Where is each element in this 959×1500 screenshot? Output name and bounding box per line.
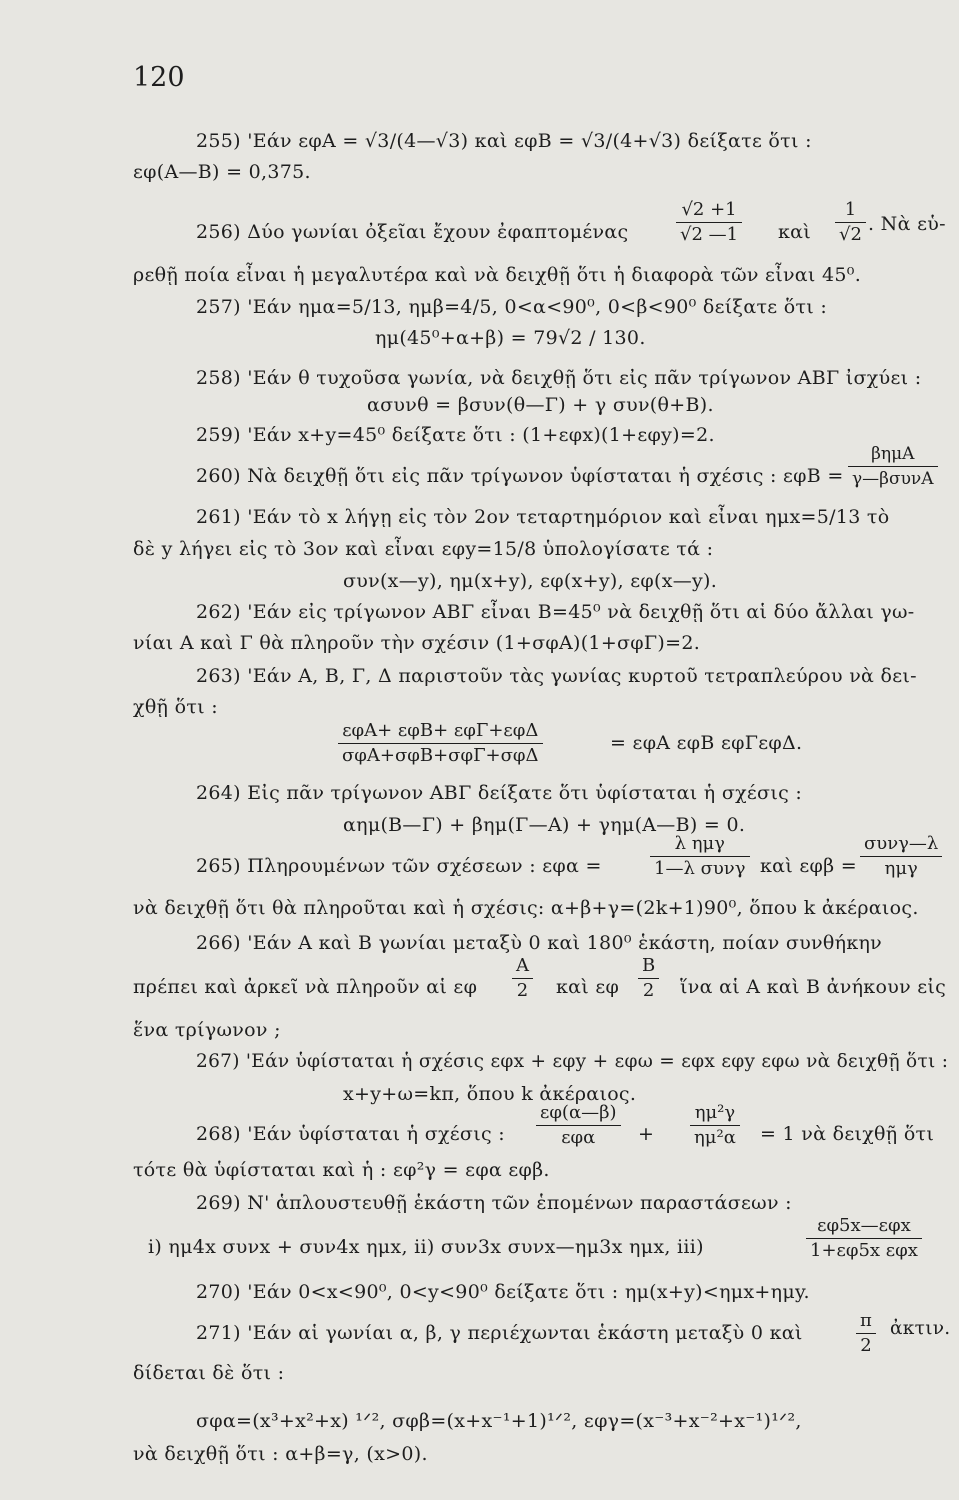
page-number: 120 [133,62,185,93]
problem-260-line-1: 260) Νὰ δειχθῇ ὅτι εἰς πᾶν τρίγωνον ὑφίσταται ἡ σχέσις : εφB = [196,465,844,487]
problem-264-line-1: 264) Εἰς πᾶν τρίγωνον ΑΒΓ δείξατε ὅτι ὑφίσταται ἡ σχέσις : [196,782,803,804]
problem-271-fraction [856,1310,876,1357]
fraction-numerator: εφΑ+ εφΒ+ εφΓ+εφΔ [338,720,543,744]
fraction-numerator: π [856,1310,876,1334]
fraction-numerator: εφ(α—β) [536,1102,621,1126]
problem-268-plus: + [638,1123,655,1145]
problem-256-fraction-2 [835,199,866,246]
problem-266-line-3: ἕνα τρίγωνον ; [133,1019,281,1041]
problem-256-and: καὶ [778,221,812,243]
problem-265-fraction-1 [650,833,750,880]
problem-266-line-2: πρέπει καὶ ἀρκεῖ νὰ πληροῦν αἱ εφ [133,976,478,998]
fraction-denominator: 1+εφ5x εφx [810,1240,918,1261]
problem-263-rhs: = εφΑ εφΒ εφΓεφΔ. [610,732,803,754]
problem-266-fraction-b [638,955,659,1002]
problem-260-fraction [848,443,938,490]
fraction-denominator: 2 [642,980,655,1001]
problem-268-rhs: = 1 νὰ δειχθῇ ὅτι [760,1123,935,1145]
fraction-numerator: βημΑ [848,443,938,467]
problem-268-line-1: 268) 'Εάν ὑφίσταται ἡ σχέσις : [196,1123,505,1145]
problem-255-line-2: εφ(A—B) = 0,375. [133,161,311,183]
fraction-denominator: √2 —1 [680,224,739,245]
problem-271-line-1: 271) 'Εάν αἱ γωνίαι α, β, γ περιέχωνται ἑκάστη μεταξὺ 0 καὶ [196,1322,803,1344]
problem-263-line-1: 263) 'Εάν Α, Β, Γ, Δ παριστοῦν τὰς γωνίας κυρτοῦ τετραπλεύρου νὰ δει- [196,665,917,687]
fraction-denominator: ημγ [884,858,918,879]
problem-269-line-2: i) ημ4x συνx + συν4x ημx, ii) συν3x συνx—ημ3x ημx, iii) [148,1236,704,1258]
problem-269-fraction [806,1215,922,1262]
problem-256-line-1: 256) Δύο γωνίαι ὀξεῖαι ἔχουν ἐφαπτομένας [196,221,629,243]
problem-261-line-2: δὲ y λήγει εἰς τὸ 3ον καὶ εἶναι εφy=15/8 ὑπολογίσατε τά : [133,538,714,560]
problem-271-line-3: σφα=(x³+x²+x) ¹ᐟ², σφβ=(x+x⁻¹+1)¹ᐟ², εφγ=(x⁻³+x⁻²+x⁻¹)¹ᐟ², [196,1410,802,1432]
fraction-numerator: συνγ—λ [860,833,942,857]
problem-265-line-2: νὰ δειχθῇ ὅτι θὰ πληροῦται καὶ ἡ σχέσις: α+β+γ=(2k+1)90⁰, ὅπου k ἀκέραιος. [133,897,919,919]
problem-256-line-2: ρεθῇ ποία εἶναι ἡ μεγαλυτέρα καὶ νὰ δειχθῇ ὅτι ἡ διαφορὰ τῶν εἶναι 45⁰. [133,264,862,286]
problem-259-line-1: 259) 'Εάν x+y=45⁰ δείξατε ὅτι : (1+εφx)(1+εφy)=2. [196,424,715,446]
fraction-numerator: ημ²γ [690,1102,740,1126]
problem-266-and: καὶ εφ [556,976,620,998]
problem-269-line-1: 269) Ν' ἁπλουστευθῇ ἑκάστη τῶν ἑπομένων παραστάσεων : [196,1192,792,1214]
problem-268-line-2: τότε θὰ ὑφίσταται καὶ ἡ : εφ²γ = εφα εφβ. [133,1159,550,1181]
problem-257-line-2: ημ(45⁰+α+β) = 79√2 / 130. [375,327,646,349]
fraction-numerator: B [638,955,659,979]
fraction-numerator: 1 [835,199,866,223]
problem-256-tail: . Νὰ εὑ- [868,213,946,235]
problem-258-line-1: 258) 'Εάν θ τυχοῦσα γωνία, νὰ δειχθῇ ὅτι εἰς πᾶν τρίγωνον ΑΒΓ ἰσχύει : [196,367,922,389]
problem-261-line-3: συν(x—y), ημ(x+y), εφ(x+y), εφ(x—y). [343,570,718,592]
fraction-denominator: 2 [860,1335,872,1356]
problem-266-line-2-tail: ἵνα αἱ Α καὶ Β ἀνήκουν εἰς [680,976,947,998]
problem-262-line-2: νίαι Α καὶ Γ θὰ πληροῦν τὴν σχέσιν (1+σφΑ)(1+σφΓ)=2. [133,632,701,654]
fraction-denominator: ημ²α [694,1127,736,1148]
problem-265-and: καὶ εφβ = [760,855,857,877]
problem-267-line-1: 267) 'Εάν ὑφίσταται ἡ σχέσις εφx + εφy + εφω = εφx εφy εφω νὰ δειχθῇ ὅτι : [196,1051,949,1072]
problem-264-line-2: αημ(Β—Γ) + βημ(Γ—Α) + γημ(Α—Β) = 0. [343,814,746,836]
problem-256-fraction-1 [676,199,742,246]
fraction-numerator: A [512,955,533,979]
problem-266-fraction-a [512,955,533,1002]
problem-257-line-1: 257) 'Εάν ημα=5/13, ημβ=4/5, 0<α<90⁰, 0<β<90⁰ δείξατε ὅτι : [196,296,828,318]
problem-258-line-2: ασυνθ = βσυν(θ—Γ) + γ συν(θ+Β). [367,394,714,416]
problem-263-line-2: χθῇ ὅτι : [133,696,218,718]
fraction-denominator: √2 [839,224,862,245]
problem-268-fraction-2 [690,1102,740,1149]
fraction-numerator: λ ημγ [650,833,750,857]
fraction-denominator: 2 [516,980,529,1001]
fraction-numerator: √2 +1 [676,199,742,223]
problem-267-line-2: x+y+ω=kπ, ὅπου k ἀκέραιος. [343,1083,637,1105]
problem-265-line-1: 265) Πληρουμένων τῶν σχέσεων : εφα = [196,855,602,877]
problem-265-fraction-2 [860,833,942,880]
problem-270-line-1: 270) 'Εάν 0<x<90⁰, 0<y<90⁰ δείξατε ὅτι : ημ(x+y)<ημx+ημy. [196,1281,810,1303]
fraction-denominator: γ—βσυνΑ [852,469,934,489]
problem-261-line-1: 261) 'Εάν τὸ x λήγῃ εἰς τὸν 2ον τεταρτημόριον καὶ εἶναι ημx=5/13 τὸ [196,506,890,528]
problem-271-tail: ἀκτιν. [890,1318,951,1339]
fraction-denominator: 1—λ συνγ [654,858,746,879]
problem-266-line-1: 266) 'Εάν Α καὶ Β γωνίαι μεταξὺ 0 καὶ 180⁰ ἑκάστη, ποίαν συνθήκην [196,932,883,954]
problem-271-line-2: δίδεται δὲ ὅτι : [133,1362,285,1384]
fraction-numerator: εφ5x—εφx [806,1215,922,1239]
fraction-denominator: εφα [561,1127,596,1148]
problem-262-line-1: 262) 'Εάν εἰς τρίγωνον ΑΒΓ εἶναι B=45⁰ νὰ δειχθῇ ὅτι αἱ δύο ἄλλαι γω- [196,601,915,623]
problem-271-line-4: νὰ δειχθῇ ὅτι : α+β=γ, (x>0). [133,1443,428,1465]
problem-255-line-1: 255) 'Εάν εφA = √3/(4—√3) καὶ εφB = √3/(4+√3) δείξατε ὅτι : [196,130,812,152]
fraction-denominator: σφΑ+σφΒ+σφΓ+σφΔ [342,745,539,766]
problem-268-fraction-1 [536,1102,621,1149]
problem-263-fraction [338,720,543,767]
